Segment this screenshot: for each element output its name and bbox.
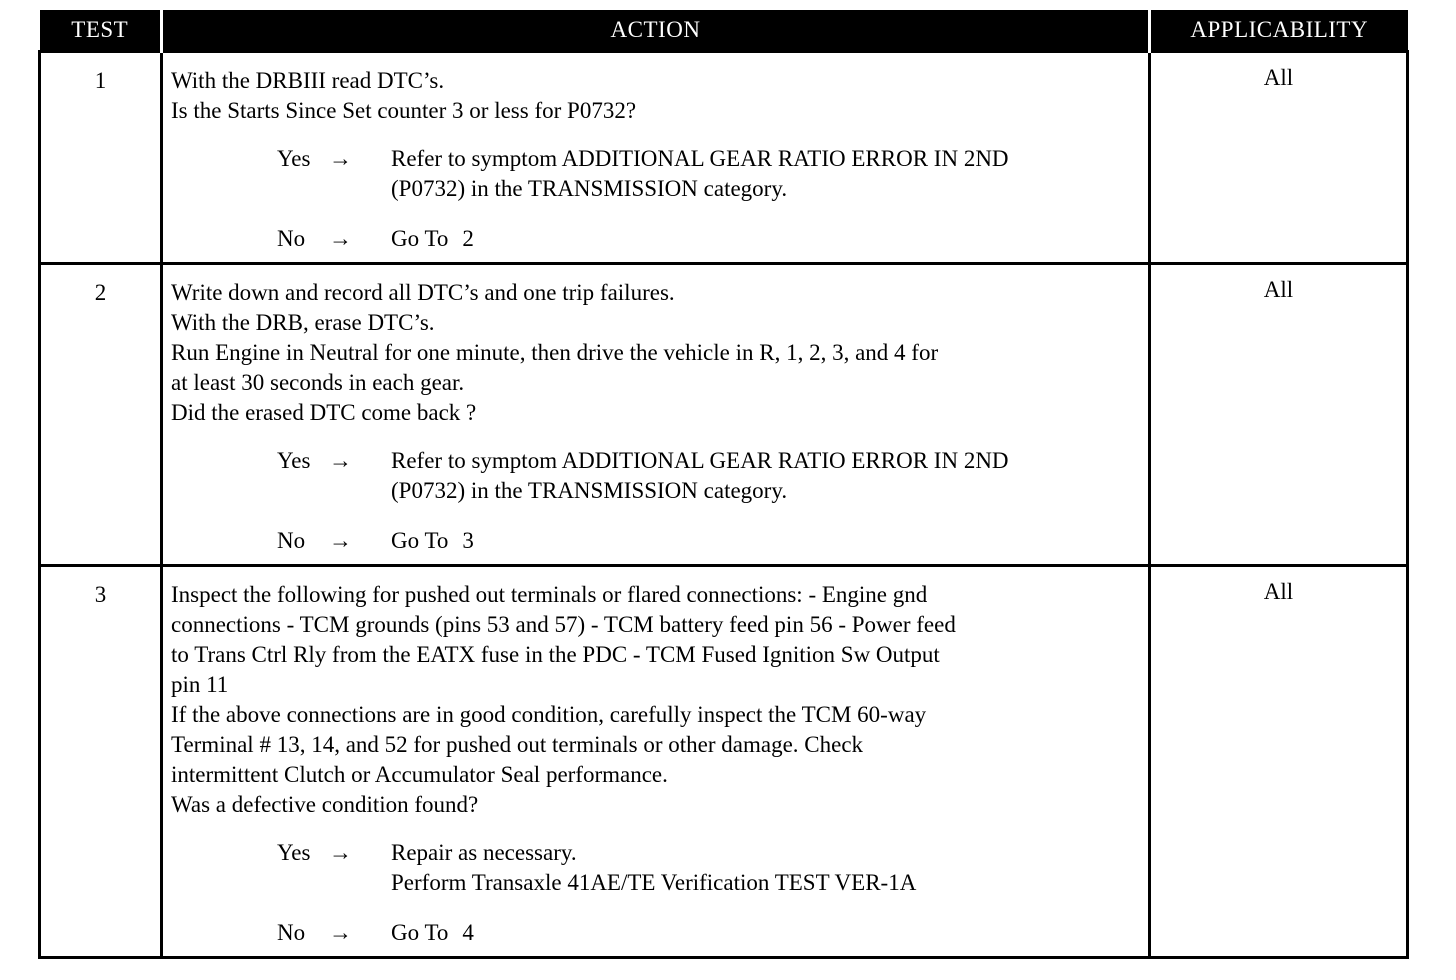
action-cell (162, 52, 1150, 264)
arrow-icon: → (329, 528, 352, 553)
action-cell (162, 264, 1150, 566)
no-answer (277, 918, 1143, 948)
goto-number: 4 (462, 920, 474, 945)
yes-label: Yes (277, 146, 311, 171)
action-line: to Trans Ctrl Rly from the EATX fuse in the PDC - TCM Fused Ignition Sw Output (171, 642, 940, 667)
answer-block (277, 446, 1143, 556)
no-answer (277, 224, 1143, 254)
yes-answer (277, 144, 1143, 204)
test-number: 2 (40, 264, 162, 566)
arrow-icon: → (329, 840, 352, 865)
goto-number: 3 (462, 528, 474, 553)
action-line: Did the erased DTC come back ? (171, 400, 477, 425)
no-label: No (277, 528, 306, 553)
action-line: connections - TCM grounds (pins 53 and 57) - TCM battery feed pin 56 - Power feed (171, 612, 956, 637)
yes-line: (P0732) in the TRANSMISSION category. (391, 478, 788, 503)
arrow-icon: → (329, 448, 352, 473)
yes-text (391, 144, 1143, 204)
action-line: Terminal # 13, 14, and 52 for pushed out terminals or other damage. Check (171, 732, 864, 757)
no-text (391, 224, 1143, 254)
yes-text (391, 838, 1143, 898)
diagnostic-procedure-sheet (38, 10, 1406, 959)
no-label: No (277, 920, 306, 945)
action-line: If the above connections are in good condition, carefully inspect the TCM 60-way (171, 702, 927, 727)
diagnostic-table (38, 10, 1409, 959)
table-row (40, 52, 1408, 264)
yes-line: Perform Transaxle 41AE/TE Verification TEST VER-1A (391, 870, 917, 895)
table-row (40, 264, 1408, 566)
header-action: ACTION (162, 10, 1150, 52)
yes-line: Repair as necessary. (391, 840, 577, 865)
yes-line: Refer to symptom ADDITIONAL GEAR RATIO ERROR IN 2ND (391, 146, 1009, 171)
applicability-value: All (1150, 264, 1408, 566)
action-line: Inspect the following for pushed out terminals or flared connections: - Engine gnd (171, 582, 928, 607)
goto-label: Go To (391, 920, 449, 945)
answer-block (277, 144, 1143, 254)
yes-answer (277, 838, 1143, 898)
goto-label: Go To (391, 528, 449, 553)
arrow-icon: → (329, 920, 352, 945)
yes-line: Refer to symptom ADDITIONAL GEAR RATIO ERROR IN 2ND (391, 448, 1009, 473)
applicability-value: All (1150, 52, 1408, 264)
header-applicability: APPLICABILITY (1150, 10, 1408, 52)
action-line: at least 30 seconds in each gear. (171, 370, 465, 395)
yes-label: Yes (277, 448, 311, 473)
yes-answer (277, 446, 1143, 506)
yes-text (391, 446, 1143, 506)
action-line: Run Engine in Neutral for one minute, then drive the vehicle in R, 1, 2, 3, and 4 for (171, 340, 939, 365)
arrow-icon: → (329, 146, 352, 171)
no-text (391, 526, 1143, 556)
yes-label: Yes (277, 840, 311, 865)
yes-line: (P0732) in the TRANSMISSION category. (391, 176, 788, 201)
action-line: Write down and record all DTC’s and one trip failures. (171, 280, 675, 305)
applicability-value: All (1150, 566, 1408, 958)
no-answer (277, 526, 1143, 556)
goto-number: 2 (462, 226, 474, 251)
action-line: pin 11 (171, 672, 229, 697)
answer-block (277, 838, 1143, 948)
no-text (391, 918, 1143, 948)
no-label: No (277, 226, 306, 251)
table-row (40, 566, 1408, 958)
goto-label: Go To (391, 226, 449, 251)
action-cell (162, 566, 1150, 958)
table-header-row (40, 10, 1408, 52)
action-line: With the DRBIII read DTC’s. (171, 68, 445, 93)
test-number: 3 (40, 566, 162, 958)
action-line: Is the Starts Since Set counter 3 or less for P0732? (171, 98, 637, 123)
action-line: intermittent Clutch or Accumulator Seal performance. (171, 762, 668, 787)
arrow-icon: → (329, 226, 352, 251)
action-line: With the DRB, erase DTC’s. (171, 310, 435, 335)
header-test: TEST (40, 10, 162, 52)
action-line: Was a defective condition found? (171, 792, 479, 817)
test-number: 1 (40, 52, 162, 264)
